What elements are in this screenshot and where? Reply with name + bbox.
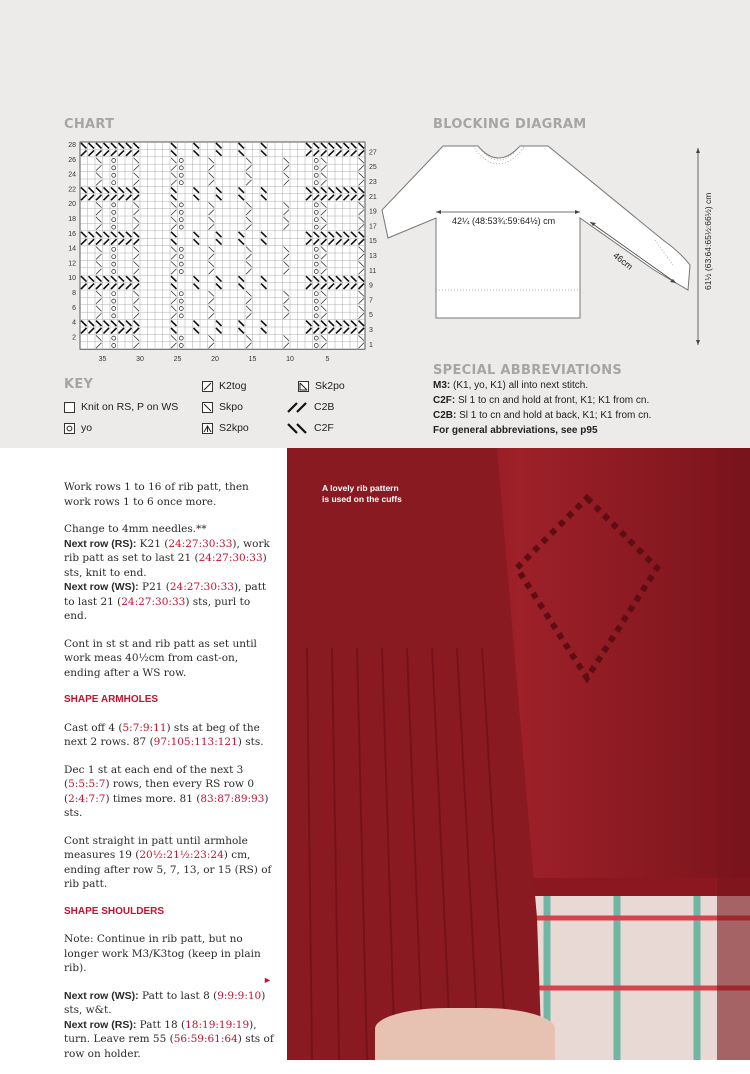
paragraph: Next row (WS): Patt to last 8 (9:9:9:10) sts, w&t. bbox=[64, 989, 266, 1016]
chart-left-label: 12 bbox=[68, 260, 76, 268]
chart-bottom-label: 30 bbox=[136, 356, 144, 364]
chart-bottom-label: 5 bbox=[325, 356, 330, 364]
chart-right-label: 9 bbox=[369, 282, 373, 290]
sweater-photo bbox=[287, 448, 750, 1060]
abbr-c2b: C2B: Sl 1 to cn and hold at back, K1; K1 from cn. bbox=[433, 410, 652, 421]
width-measurement: 42¼ (48:53¾:59:64½) cm bbox=[452, 216, 556, 226]
chart-right-label: 7 bbox=[369, 297, 373, 305]
abbreviations-title: SPECIAL ABBREVIATIONS bbox=[433, 363, 623, 378]
paragraph: Work rows 1 to 16 of rib patt, then work rows 1 to 6 once more. bbox=[64, 481, 249, 508]
paragraph: Cast off 4 (5:7:9:11) sts at beg of the next 2 rows. 87 (97:105:113:121) sts. bbox=[64, 721, 264, 748]
chart-left-label: 28 bbox=[68, 142, 76, 149]
chart-title: CHART bbox=[64, 117, 115, 132]
abbr-m3: M3: (K1, yo, K1) all into next stitch. bbox=[433, 380, 589, 391]
chart-bottom-label: 15 bbox=[248, 356, 257, 364]
chart-left-label: 22 bbox=[68, 186, 76, 194]
abbr-general: For general abbreviations, see p95 bbox=[433, 425, 598, 436]
chart-left-label: 10 bbox=[68, 275, 76, 283]
chart-left-label: 18 bbox=[68, 216, 76, 223]
key-item-knit: Knit on RS, P on WS bbox=[64, 401, 178, 413]
abbr-c2f: C2F: Sl 1 to cn and hold at front, K1; K1 from cn. bbox=[433, 395, 650, 406]
chart-right-label: 23 bbox=[369, 179, 377, 186]
c2f-icon bbox=[286, 423, 308, 434]
paragraph: Cont in st st and rib patt as set until work meas 40½cm from cast-on, ending after a WS row. bbox=[64, 637, 257, 679]
pattern-instructions bbox=[64, 480, 274, 1074]
skpo-icon bbox=[202, 402, 213, 413]
yo-icon bbox=[64, 423, 75, 434]
key-item-yo: yo bbox=[64, 422, 92, 434]
s2kpo-icon bbox=[202, 423, 213, 434]
chart-right-label: 13 bbox=[369, 253, 377, 260]
length-measurement: 61½ (63:64:65½:66½) cm bbox=[703, 192, 713, 290]
sweater-outline bbox=[380, 140, 720, 355]
chart-left-label: 20 bbox=[68, 201, 76, 209]
heading-shape-armholes: SHAPE ARMHOLES bbox=[64, 694, 159, 705]
chart-right-label: 15 bbox=[369, 238, 377, 246]
chart-left-label: 4 bbox=[72, 319, 76, 327]
paragraph: Next row (RS): Patt 18 (18:19:19:19), turn. Leave rem 55 (56:59:61:64) sts of row on holder. bbox=[64, 1018, 274, 1060]
chart-right-label: 5 bbox=[369, 312, 373, 320]
chart-right-label: 21 bbox=[369, 193, 377, 201]
sleeve-measurement: 46cm bbox=[611, 250, 635, 272]
chart-right-label: 3 bbox=[369, 327, 373, 334]
paragraph: Change to 4mm needles.** bbox=[64, 523, 207, 535]
k2tog-icon bbox=[202, 381, 213, 392]
key-item-s2kpo: S2kpo bbox=[202, 422, 249, 434]
chart-left-label: 2 bbox=[72, 334, 76, 342]
empty-icon bbox=[64, 402, 75, 413]
c2b-icon bbox=[286, 402, 308, 413]
chart-left-label: 16 bbox=[68, 230, 76, 238]
chart-left-label: 26 bbox=[68, 156, 76, 164]
chart-right-label: 19 bbox=[369, 208, 377, 216]
knitting-chart bbox=[60, 137, 377, 367]
chart-bottom-label: 35 bbox=[98, 356, 107, 364]
photo-caption: A lovely rib pattern is used on the cuffs bbox=[322, 483, 402, 504]
chart-right-label: 25 bbox=[369, 164, 377, 172]
paragraph: Next row (WS): P21 (24:27:30:33), patt to last 21 (24:27:30:33) sts, purl to end. bbox=[64, 581, 267, 622]
key-title: KEY bbox=[64, 377, 94, 392]
chart-right-label: 17 bbox=[369, 223, 377, 231]
chart-bottom-label: 20 bbox=[211, 356, 219, 364]
chart-right-label: 27 bbox=[369, 149, 377, 157]
blocking-diagram-title: BLOCKING DIAGRAM bbox=[433, 117, 587, 132]
heading-shape-shoulders: SHAPE SHOULDERS bbox=[64, 905, 165, 917]
chart-right-label: 11 bbox=[369, 267, 377, 275]
hand bbox=[375, 1008, 555, 1060]
paragraph: Cont straight in patt until armhole measures 19 (20½:21½:23:24) cm, ending after row 5, 7, 13, or 15 (RS) of rib patt. bbox=[64, 834, 272, 890]
sk2po-icon bbox=[298, 381, 309, 392]
key-item-c2f: C2F bbox=[286, 422, 334, 434]
paragraph: Next row (RS): K21 (24:27:30:33), work rib patt as set to last 21 (24:27:30:33) sts, knit to end. bbox=[64, 537, 270, 579]
chart-grid bbox=[60, 137, 377, 367]
chart-left-label: 8 bbox=[72, 290, 76, 297]
paragraph: Dec 1 st at each end of the next 3 (5:5:5:7) rows, then every RS row 0 (2:4:7:7) times more. 81 (83:87:89:93) sts. bbox=[64, 763, 269, 819]
chart-left-label: 6 bbox=[72, 304, 76, 312]
chart-right-label: 1 bbox=[369, 341, 373, 349]
blocking-diagram bbox=[380, 140, 720, 355]
key-item-k2tog: K2tog bbox=[202, 380, 246, 392]
key-item-skpo: Skpo bbox=[202, 401, 243, 413]
photo-illustration bbox=[287, 448, 750, 1060]
chart-left-label: 24 bbox=[68, 171, 76, 179]
key-item-c2b: C2B bbox=[286, 401, 334, 413]
chart-left-label: 14 bbox=[68, 245, 76, 253]
paragraph: Note: Continue in rib patt, but no longer work M3/K3tog (keep in plain rib). bbox=[64, 933, 261, 974]
chart-bottom-label: 10 bbox=[286, 356, 294, 364]
continue-arrow-icon: ► bbox=[263, 975, 272, 985]
chart-bottom-label: 25 bbox=[173, 356, 182, 364]
key-item-sk2po: Sk2po bbox=[298, 380, 345, 392]
